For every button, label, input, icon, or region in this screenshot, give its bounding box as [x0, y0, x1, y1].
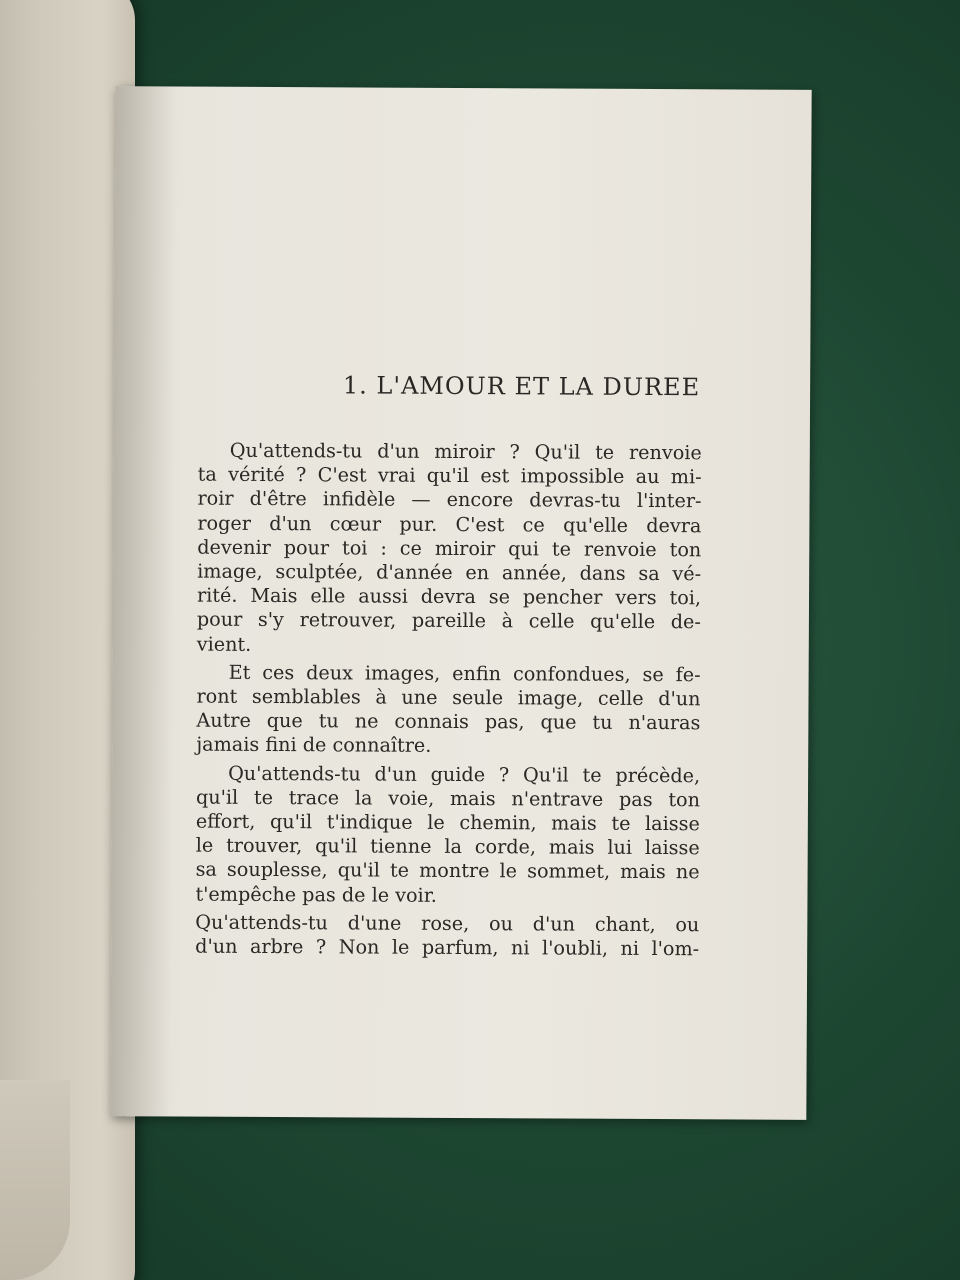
text-line: devenir pour toi : ce miroir qui te renvoie ton	[197, 535, 702, 562]
gutter-shadow	[110, 86, 175, 1116]
text-line: roger d'un cœur pur. C'est ce qu'elle devra	[197, 511, 702, 537]
paragraph-3	[195, 761, 700, 909]
text-line: pour s'y retrouver, pareille à celle qu'elle de-	[196, 608, 701, 634]
text-line: vient.	[196, 632, 252, 656]
text-line: Autre que tu ne connais pas, que tu n'auras	[196, 708, 701, 735]
text-line: qu'il te trace la voie, mais n'entrave pas ton	[195, 785, 701, 812]
text-line: roir d'être infidèle — encore devras-tu l'inter-	[197, 487, 702, 513]
paragraph-2	[196, 660, 700, 759]
text-line: d'un arbre ? Non le parfum, ni l'oubli, ni l'om-	[195, 934, 700, 961]
text-line: jamais fini de connaître.	[196, 733, 432, 758]
text-line: image, sculptée, d'année en année, dans sa vé-	[197, 559, 702, 586]
text-line: t'empêche pas de le voir.	[195, 882, 437, 907]
right-page	[110, 86, 811, 1120]
text-line: Qu'attends-tu d'un guide ? Qu'il te précède,	[228, 761, 701, 787]
text-line: sa souplesse, qu'il te montre le sommet, mais ne	[195, 858, 700, 884]
text-line: Qu'attends-tu d'un miroir ? Qu'il te renvoie	[229, 438, 702, 465]
chapter-title: 1. L'AMOUR ET LA DUREE	[342, 371, 701, 402]
text-line: le trouver, qu'il tienne la corde, mais lui laisse	[195, 833, 700, 860]
text-line: effort, qu'il t'indique le chemin, mais te laisse	[195, 809, 700, 836]
paragraph-4	[195, 910, 699, 961]
paragraph-1	[197, 439, 702, 659]
text-line: ront semblables à une seule image, celle d'un	[196, 684, 701, 711]
left-page-edge	[0, 1080, 70, 1280]
text-line: Et ces deux images, enfin confondues, se fe-	[228, 660, 701, 687]
body-text	[195, 439, 702, 966]
text-line: Qu'attends-tu d'une rose, ou d'un chant, ou	[195, 910, 700, 937]
text-line: ta vérité ? C'est vrai qu'il est impossible au mi-	[197, 462, 702, 489]
text-line: rité. Mais elle aussi devra se pencher vers toi,	[196, 583, 702, 610]
